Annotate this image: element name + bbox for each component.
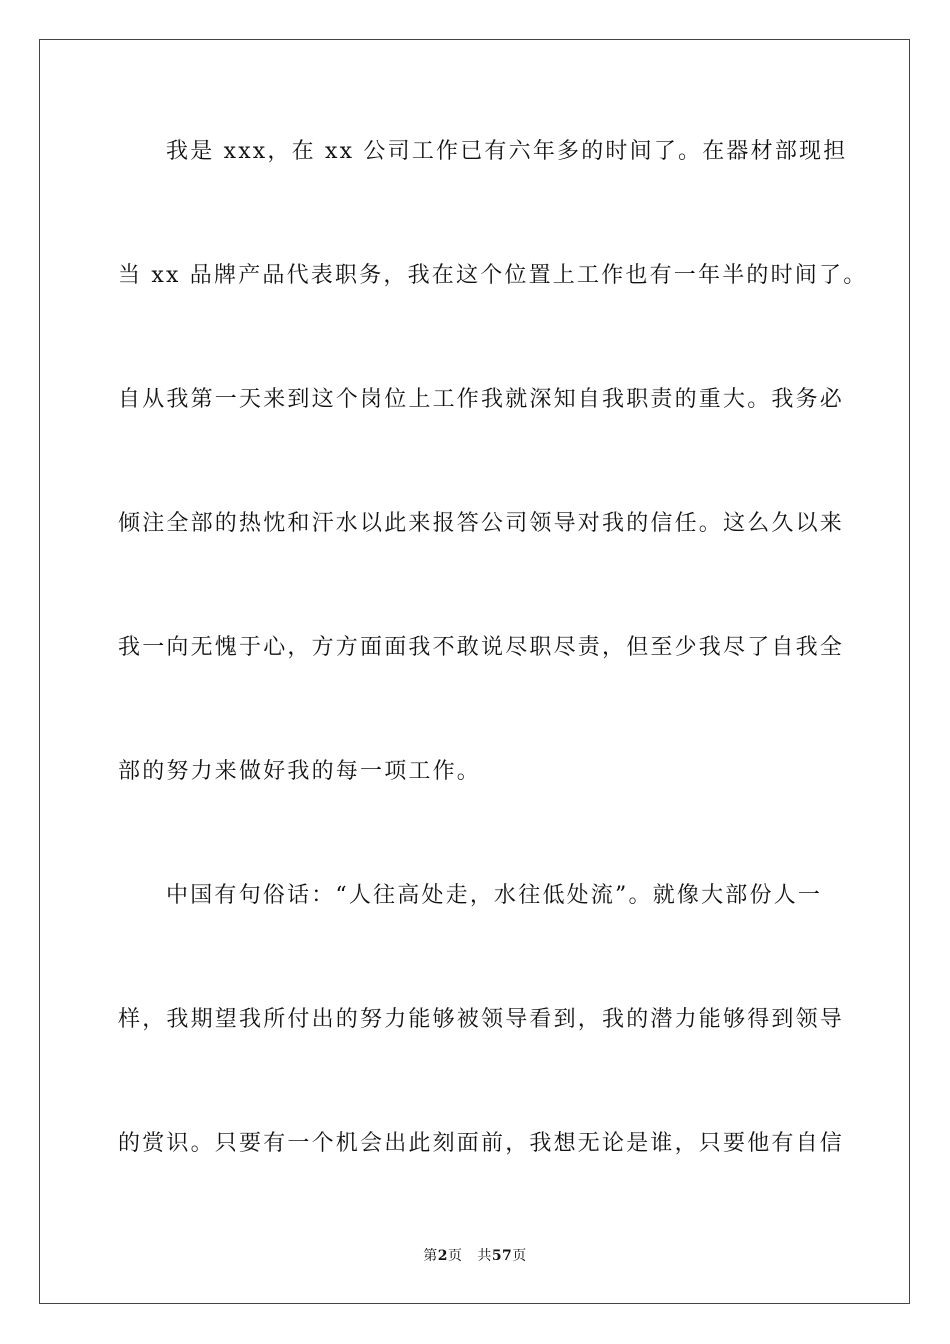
- paragraph-line: 当 xx 品牌产品代表职务，我在这个位置上工作也有一年半的时间了。: [118, 263, 868, 288]
- page-suffix: 页: [447, 1248, 463, 1264]
- paragraph-line: 样，我期望我所付出的努力能够被领导看到，我的潜力能够得到领导: [118, 1007, 845, 1032]
- paragraph-line: 自从我第一天来到这个岗位上工作我就深知自我职责的重大。我务必: [118, 387, 845, 412]
- total-pages: 57: [491, 1248, 513, 1264]
- paragraph-line: 中国有句俗话：“人往高处走，水往低处流”。就像大部份人一: [166, 883, 823, 908]
- total-prefix: 共: [477, 1248, 492, 1264]
- paragraph-line: 的赏识。只要有一个机会出此刻面前，我想无论是谁，只要他有自信: [118, 1131, 845, 1156]
- paragraph-line: 倾注全部的热忱和汗水以此来报答公司领导对我的信任。这么久以来: [118, 511, 845, 536]
- page-footer: [0, 1246, 950, 1266]
- paragraph-line: 我一向无愧于心，方方面面我不敢说尽职尽责，但至少我尽了自我全: [118, 635, 845, 660]
- paragraph-line: 我是 xxx，在 xx 公司工作已有六年多的时间了。在器材部现担: [166, 139, 848, 164]
- total-suffix: 页: [512, 1248, 527, 1264]
- page-number: 2: [437, 1248, 448, 1264]
- paragraph-line: 部的努力来做好我的每一项工作。: [118, 759, 482, 784]
- page-border: [39, 39, 910, 1304]
- page-prefix: 第: [423, 1248, 438, 1264]
